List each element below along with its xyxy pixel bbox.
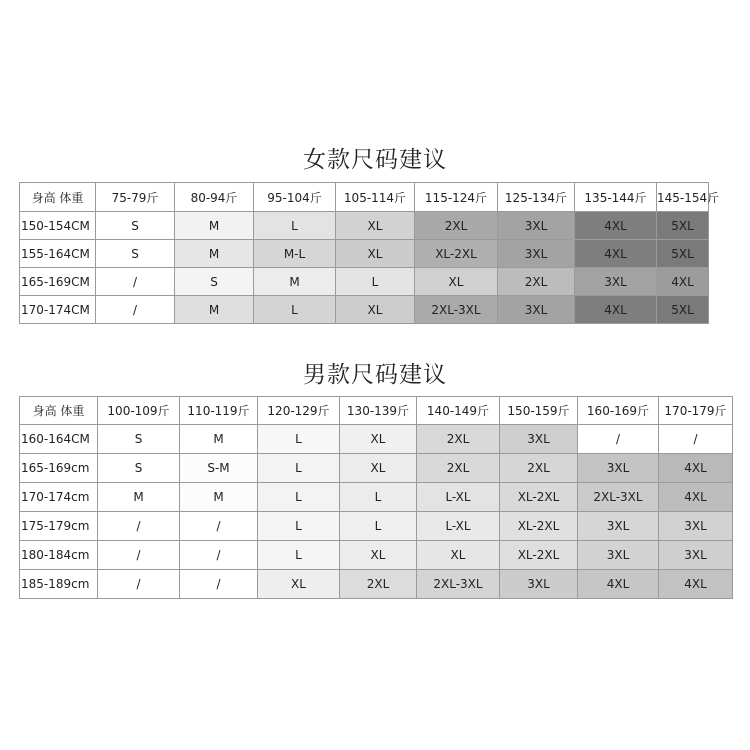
men-size-cell: XL [340,454,417,483]
men-weight-header: 170-179斤 [659,397,733,425]
women-height-label: 165-169CM [20,268,96,296]
men-size-cell: / [98,541,180,570]
men-weight-header: 140-149斤 [417,397,500,425]
women-corner-label: 身高 体重 [20,183,96,212]
men-size-cell: L [258,541,340,570]
men-table-row [20,425,733,454]
men-height-label: 185-189cm [20,570,98,599]
women-weight-header: 105-114斤 [336,183,415,212]
men-size-cell: M [180,483,258,512]
men-height-label: 170-174cm [20,483,98,512]
men-size-cell: 3XL [659,541,733,570]
men-header-row [20,397,733,425]
women-size-cell: 4XL [575,212,657,240]
men-height-label: 175-179cm [20,512,98,541]
men-size-cell: 2XL-3XL [417,570,500,599]
women-size-cell: M-L [254,240,336,268]
women-size-cell: / [96,268,175,296]
men-size-cell: / [180,570,258,599]
men-table-row [20,454,733,483]
women-table-row [20,240,709,268]
women-height-label: 150-154CM [20,212,96,240]
men-size-cell: XL [340,425,417,454]
men-weight-header: 160-169斤 [578,397,659,425]
women-size-cell: S [96,240,175,268]
men-size-cell: M [98,483,180,512]
women-size-cell: 3XL [498,240,575,268]
women-size-cell: L [254,212,336,240]
men-weight-header: 120-129斤 [258,397,340,425]
women-weight-header: 135-144斤 [575,183,657,212]
women-height-label: 155-164CM [20,240,96,268]
men-size-cell: 3XL [578,454,659,483]
men-size-cell: / [180,541,258,570]
men-height-label: 165-169cm [20,454,98,483]
women-size-cell: XL [336,296,415,324]
men-size-cell: S-M [180,454,258,483]
men-height-label: 180-184cm [20,541,98,570]
men-weight-header: 150-159斤 [500,397,578,425]
women-size-cell: S [175,268,254,296]
women-size-cell: 2XL [498,268,575,296]
women-height-label: 170-174CM [20,296,96,324]
men-size-cell: 2XL [500,454,578,483]
men-size-cell: XL-2XL [500,512,578,541]
women-header-row [20,183,709,212]
men-size-cell: / [98,570,180,599]
men-size-title: 男款尺码建议 [303,362,447,388]
women-size-cell: 3XL [498,296,575,324]
women-size-cell: / [96,296,175,324]
men-corner-label: 身高 体重 [20,397,98,425]
women-size-table [19,182,720,324]
men-size-cell: 2XL [417,425,500,454]
men-size-cell: 3XL [578,541,659,570]
men-size-cell: L-XL [417,512,500,541]
women-size-cell: L [336,268,415,296]
men-size-cell: 4XL [659,454,733,483]
women-table-row [20,296,709,324]
men-size-cell: XL [340,541,417,570]
men-size-cell: 2XL [340,570,417,599]
women-size-cell: 2XL [415,212,498,240]
women-size-cell: L [254,296,336,324]
men-weight-header: 100-109斤 [98,397,180,425]
men-size-cell: XL-2XL [500,483,578,512]
men-height-label: 160-164CM [20,425,98,454]
women-size-cell: 5XL [657,296,709,324]
men-table-row [20,512,733,541]
men-size-cell: XL [417,541,500,570]
women-size-cell: XL [336,212,415,240]
women-size-cell: XL-2XL [415,240,498,268]
women-weight-header: 145-154斤 [657,183,709,212]
men-size-cell: S [98,454,180,483]
women-weight-header: 125-134斤 [498,183,575,212]
women-size-cell: M [254,268,336,296]
men-size-cell: L [258,483,340,512]
women-size-cell: 4XL [575,240,657,268]
men-size-cell: L [340,512,417,541]
women-size-cell: 4XL [575,296,657,324]
women-weight-header: 95-104斤 [254,183,336,212]
men-weight-header: 130-139斤 [340,397,417,425]
men-size-cell: / [98,512,180,541]
men-table-row [20,483,733,512]
men-size-cell: L [340,483,417,512]
men-weight-header: 110-119斤 [180,397,258,425]
men-size-cell: L [258,454,340,483]
women-size-cell: 3XL [498,212,575,240]
men-size-cell: 2XL-3XL [578,483,659,512]
women-size-cell: 4XL [657,268,709,296]
men-size-cell: / [578,425,659,454]
men-size-cell: 4XL [659,483,733,512]
men-size-cell: 4XL [659,570,733,599]
men-size-cell: L [258,512,340,541]
men-table-row [20,570,733,599]
women-size-title: 女款尺码建议 [303,147,447,173]
women-size-cell: XL [336,240,415,268]
women-weight-header: 115-124斤 [415,183,498,212]
women-table-row [20,212,709,240]
women-size-cell: 2XL-3XL [415,296,498,324]
men-size-cell: L-XL [417,483,500,512]
women-size-cell: 3XL [575,268,657,296]
men-size-cell: 3XL [659,512,733,541]
men-size-cell: XL [258,570,340,599]
men-size-cell: M [180,425,258,454]
women-size-cell: S [96,212,175,240]
men-size-cell: 3XL [578,512,659,541]
men-size-table [19,396,733,599]
men-size-cell: 3XL [500,570,578,599]
women-weight-header: 75-79斤 [96,183,175,212]
men-size-cell: 2XL [417,454,500,483]
men-size-cell: / [180,512,258,541]
women-size-cell: 5XL [657,212,709,240]
women-size-cell: 5XL [657,240,709,268]
women-size-cell: M [175,212,254,240]
women-size-cell: XL [415,268,498,296]
men-size-cell: L [258,425,340,454]
men-size-cell: 3XL [500,425,578,454]
women-weight-header: 80-94斤 [175,183,254,212]
men-size-cell: S [98,425,180,454]
women-size-cell: M [175,240,254,268]
men-size-cell: 4XL [578,570,659,599]
women-table-row [20,268,709,296]
men-table-row [20,541,733,570]
men-size-cell: / [659,425,733,454]
women-size-cell: M [175,296,254,324]
men-size-cell: XL-2XL [500,541,578,570]
